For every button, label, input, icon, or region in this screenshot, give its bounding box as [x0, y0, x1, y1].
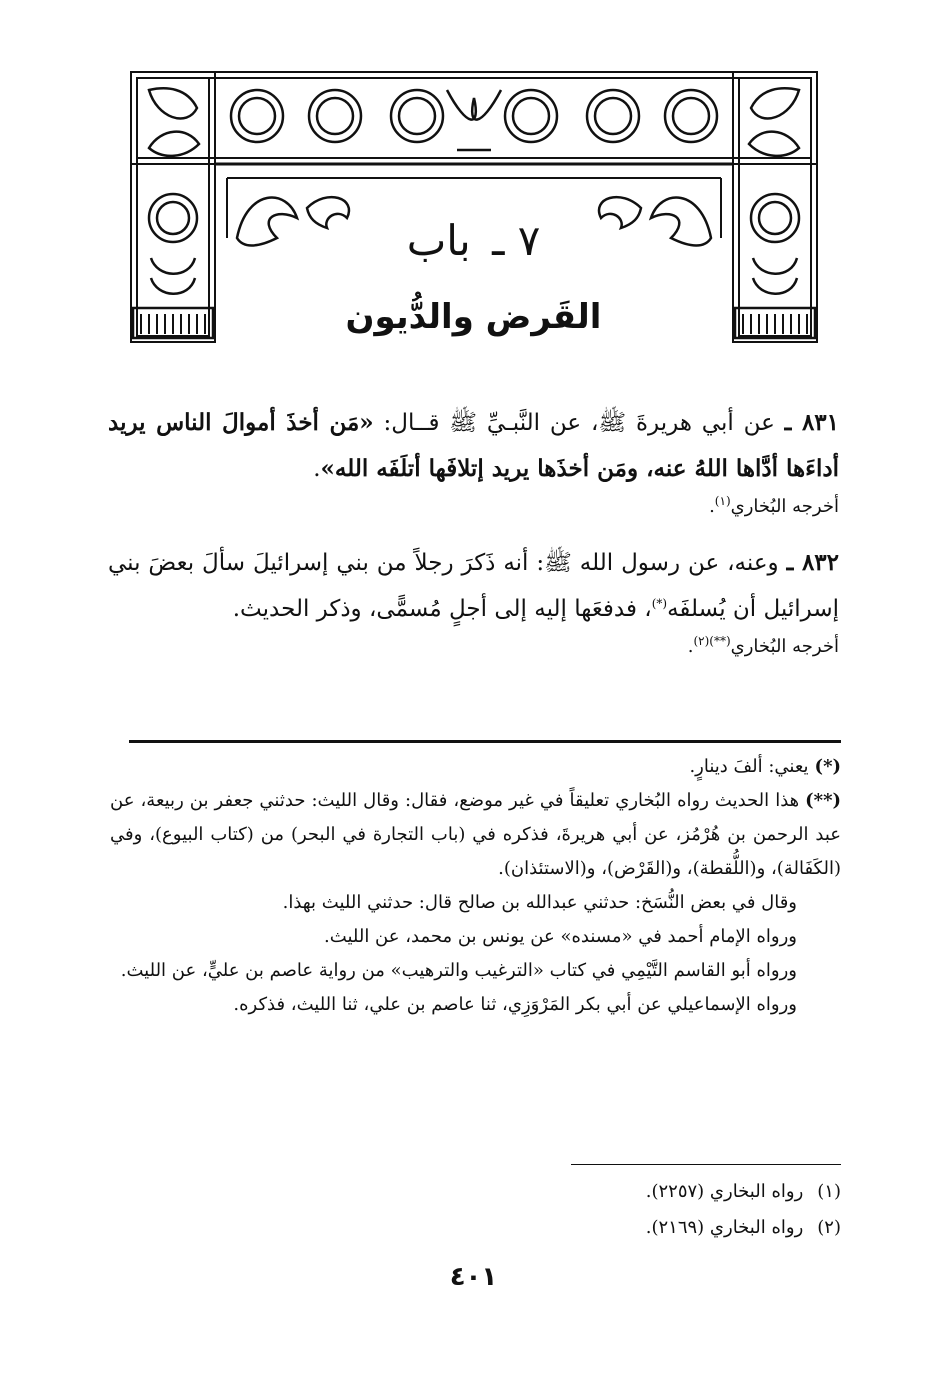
chapter-number: ٧ ـ	[492, 216, 541, 265]
source-end: .	[709, 496, 715, 517]
footnote-item	[110, 1210, 841, 1246]
hadith-intro: عن أبي هريرةَ ﷺ، عن النَّبـيِّ ﷺ قــال:	[373, 410, 775, 436]
hadith-831	[108, 400, 839, 522]
hadith-text-part-2: ، فدفعَها إليه إلى أجلٍ مُسمًّى، وذكر الحديث.	[232, 596, 652, 622]
chapter-number-heading	[0, 214, 947, 268]
main-text	[108, 400, 839, 672]
footnotes-divider	[571, 1164, 841, 1165]
note-paragraph: ورواه أبو القاسم التَّيْمِي في كتاب «الترغيب والترهيب» من رواية عاصم بن عليٍّ، عن الليث.	[120, 960, 797, 981]
footnote-item	[110, 1174, 841, 1210]
chapter-label: باب	[406, 216, 471, 265]
footnotes	[110, 1174, 841, 1246]
hadith-832	[108, 540, 839, 662]
note-paragraph: ورواه الإمام أحمد في «مسنده» عن يونس بن محمد، عن الليث.	[324, 926, 797, 947]
footnote-ref: (١)	[714, 494, 731, 508]
note-ref: (*)	[651, 596, 668, 611]
hadith-text	[108, 400, 839, 492]
note-marker: (**)	[805, 790, 841, 811]
note-item	[110, 784, 841, 886]
hadith-text	[108, 540, 839, 632]
footnote-ref: (**)(٢)	[693, 634, 731, 648]
notes-divider	[129, 740, 841, 743]
source-text: أخرجه البُخاري	[730, 496, 839, 517]
hadith-quote: «مَن أخذَ أموالَ الناس يريد أداءَها أدَّاها اللهُ عنه، ومَن أخذَها يريد إتلافَها أتلَفَه الله»	[108, 409, 839, 482]
page-number: ٤٠١	[449, 1262, 498, 1292]
footnote-text: رواه البخاري (٢٢٥٧).	[645, 1181, 804, 1202]
chapter-title: القَرض والدُّيون	[345, 297, 602, 337]
footnote-number: (٢)	[817, 1217, 841, 1238]
note-marker: (*)	[814, 756, 841, 777]
editor-notes	[110, 750, 841, 1022]
note-paragraph: ورواه الإسماعيلي عن أبي بكر المَرْوَزِي، ثنا عاصم بن علي، ثنا الليث، فذكره.	[233, 994, 797, 1015]
note-paragraph: وقال في بعض النُّسَخ: حدثني عبدالله بن صالح قال: حدثني الليث بهذا.	[282, 892, 797, 913]
hadith-source	[108, 632, 839, 662]
source-end: .	[687, 636, 694, 657]
note-item	[110, 750, 841, 784]
note-text: يعني: ألفَ دينارٍ.	[689, 756, 809, 777]
hadith-number: ٨٣١ ـ	[784, 409, 839, 436]
footnote-number: (١)	[817, 1181, 841, 1202]
source-text: أخرجه البُخاري	[730, 636, 839, 657]
hadith-number: ٨٣٢ ـ	[786, 549, 839, 576]
hadith-source	[108, 492, 839, 522]
note-text: هذا الحديث رواه البُخاري تعليقاً في غير موضع، فقال: وقال الليث: حدثني جعفر بن ربيعة، عن عبد الرحمن بن هُرْمُز، عن أبي هريرةَ، فذكره في (باب التجارة في البحر) من (كتاب البيوع)، وفي (الكَفَالة)، و(اللُّقطة)، و(القَرْض)، و(الاستئذان).	[110, 790, 841, 879]
hadith-end: .	[313, 456, 321, 482]
footnote-text: رواه البخاري (٢١٦٩).	[645, 1217, 804, 1238]
hadith-text-part-1: وعنه، عن رسول الله ﷺ: أنه ذَكرَ رجلاً من بني إسرائيلَ سألَ بعضَ بني إسرائيل أن يُسلفَه	[108, 550, 839, 622]
